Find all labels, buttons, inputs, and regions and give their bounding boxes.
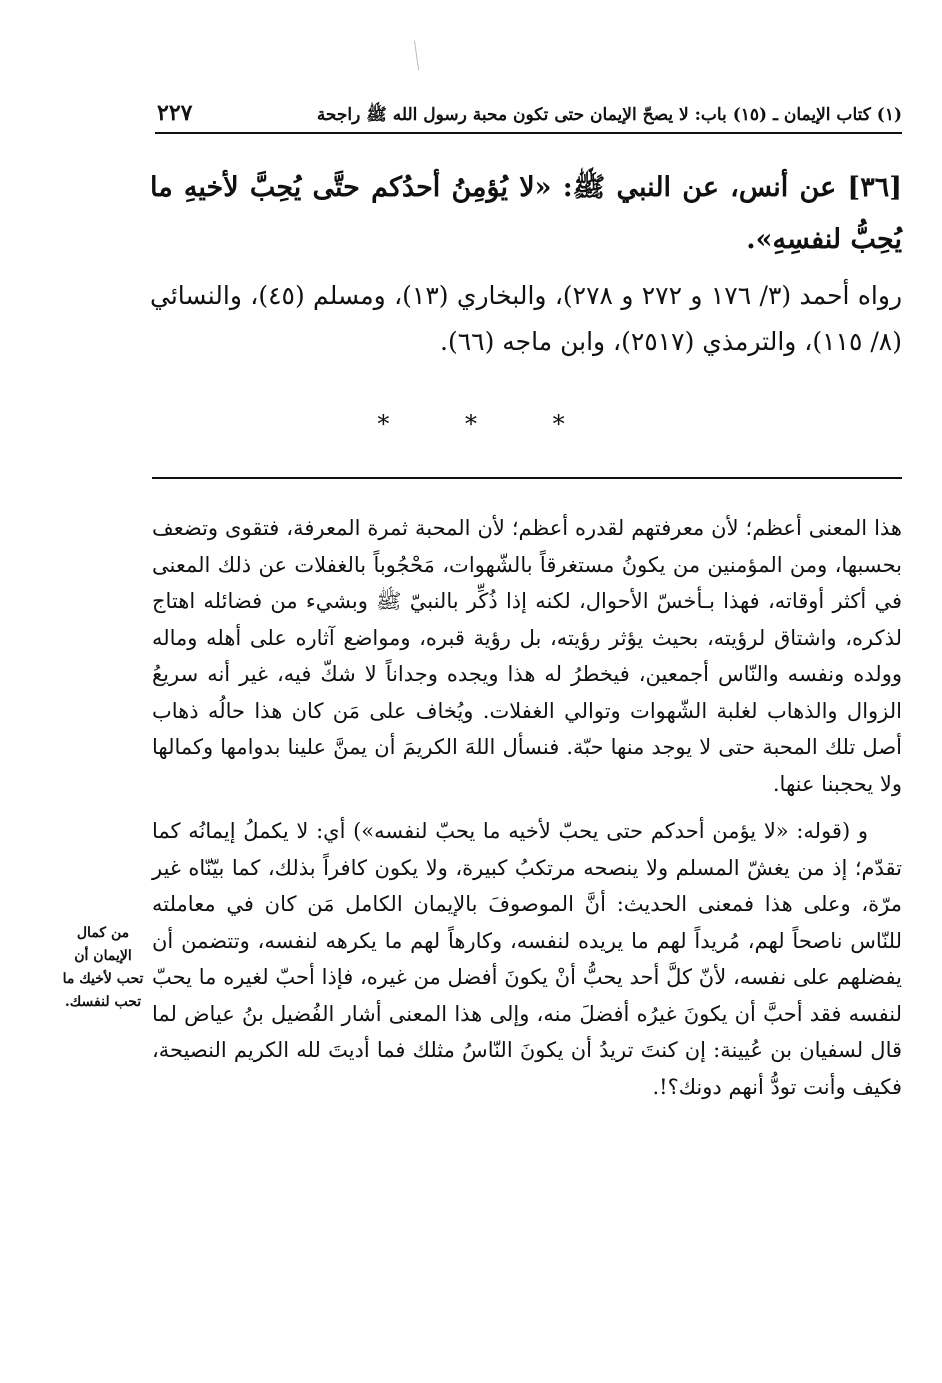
takhrij-text: رواه أحمد (٣/ ١٧٦ و ٢٧٢ و ٢٧٨)، والبخاري (١٣)، ومسلم (٤٥)، والنسائي (٨/ ١١٥)، والترمذي (٢٥١٧)، وابن ماجه (٦٦). (150, 281, 903, 356)
commentary-paragraph: هذا المعنى أعظم؛ لأن معرفتهم لقدره أعظم؛ لأن المحبة ثمرة المعرفة، فتقوى وتضعف بحسبها، ومن المؤمنين من يكونُ مستغرقاً بالشّهوات، مَحْجُوباً بالغفلات عن ذلك المعنى في أكثر أوقاته، فهذا بـأخسّ الأحوال، لكنه إذا ذُكِّر بالنبيّ ﷺ وبشيء من فضائله اهتاج لذكره، واشتاق لرؤيته، بحيث يؤثر رؤيته، بل رؤية قبره، ومواضع آثاره على أهله وماله وولده ونفسه والنّاس أجمعين، فيخطرُ له هذا ويجده وجداناً لا شكّ فيه، غير أنه سريعُ الزوال والذهاب لغلبة الشّهوات وتوالي الغفلات. ويُخاف على مَن كان هذا حالُه ذهاب أصل تلك المحبة حتى لا يوجد منها حبّة. فنسأل اللهَ الكريمَ أن يمنَّ علينا بدوامها وكمالها ولا يحجبنا عنها. (152, 516, 902, 796)
section-separator (0, 410, 942, 438)
commentary-paragraph: و (قوله: «لا يؤمن أحدكم حتى يحبّ لأخيه ما يحبّ لنفسه») أي: لا يكملُ إيمانُه كما تقدّم؛ إذ من يغشّ المسلم ولا ينصحه مرتكبُ كبيرة، ولا يكون كافراً بذلك، كما بيّنّاه غير مرّة، وعلى هذا فمعنى الحديث: أنَّ الموصوفَ بالإيمان الكامل مَن كان في معاملته للنّاس ناصحاً لهم، مُريداً لهم ما يريده لنفسه، وكارهاً لهم ما يكرهه لنفسه، وتتضمن أن يفضلهم على نفسه، لأنّ كلَّ أحد يحبُّ أنْ يكونَ أفضل من غيره، فإذا أحبّ لغيره ما يحبّ لنفسه فقد أحبَّ أن يكونَ غيرُه أفضلَ منه، وإلى هذا المعنى أشار الفُضيل بنُ عياض لما قال لسفيان بن عُيينة: إن كنتَ تريدُ أن يكونَ النّاسُ مثلك فما أديتَ لله الكريم النصيحة، فكيف وأنت تودُّ أنهم دونك؟!. (152, 819, 903, 1099)
running-title: (١) كتاب الإيمان ـ (١٥) باب: لا يصحّ الإيمان حتى تكون محبة رسول الله ﷺ راجحة (316, 105, 902, 125)
separator-star: * (552, 410, 565, 438)
margin-note: من كمال الإيمان أن تحب لأخيك ما تحب لنفسك. (62, 925, 144, 1010)
separator-star: * (377, 410, 390, 438)
page-number: ٢٢٧ (157, 100, 193, 126)
footnote-divider (152, 477, 902, 479)
scan-mark (414, 40, 425, 71)
commentary (152, 510, 902, 1105)
separator-star: * (465, 410, 477, 438)
hadith-text: [٣٦] عن أنس، عن النبي ﷺ: «لا يُؤمِنُ أحدُكم حتَّى يُحِبَّ لأخيهِ ما يُحِبُّ لنفسِهِ». (150, 172, 902, 255)
running-header (155, 100, 902, 134)
